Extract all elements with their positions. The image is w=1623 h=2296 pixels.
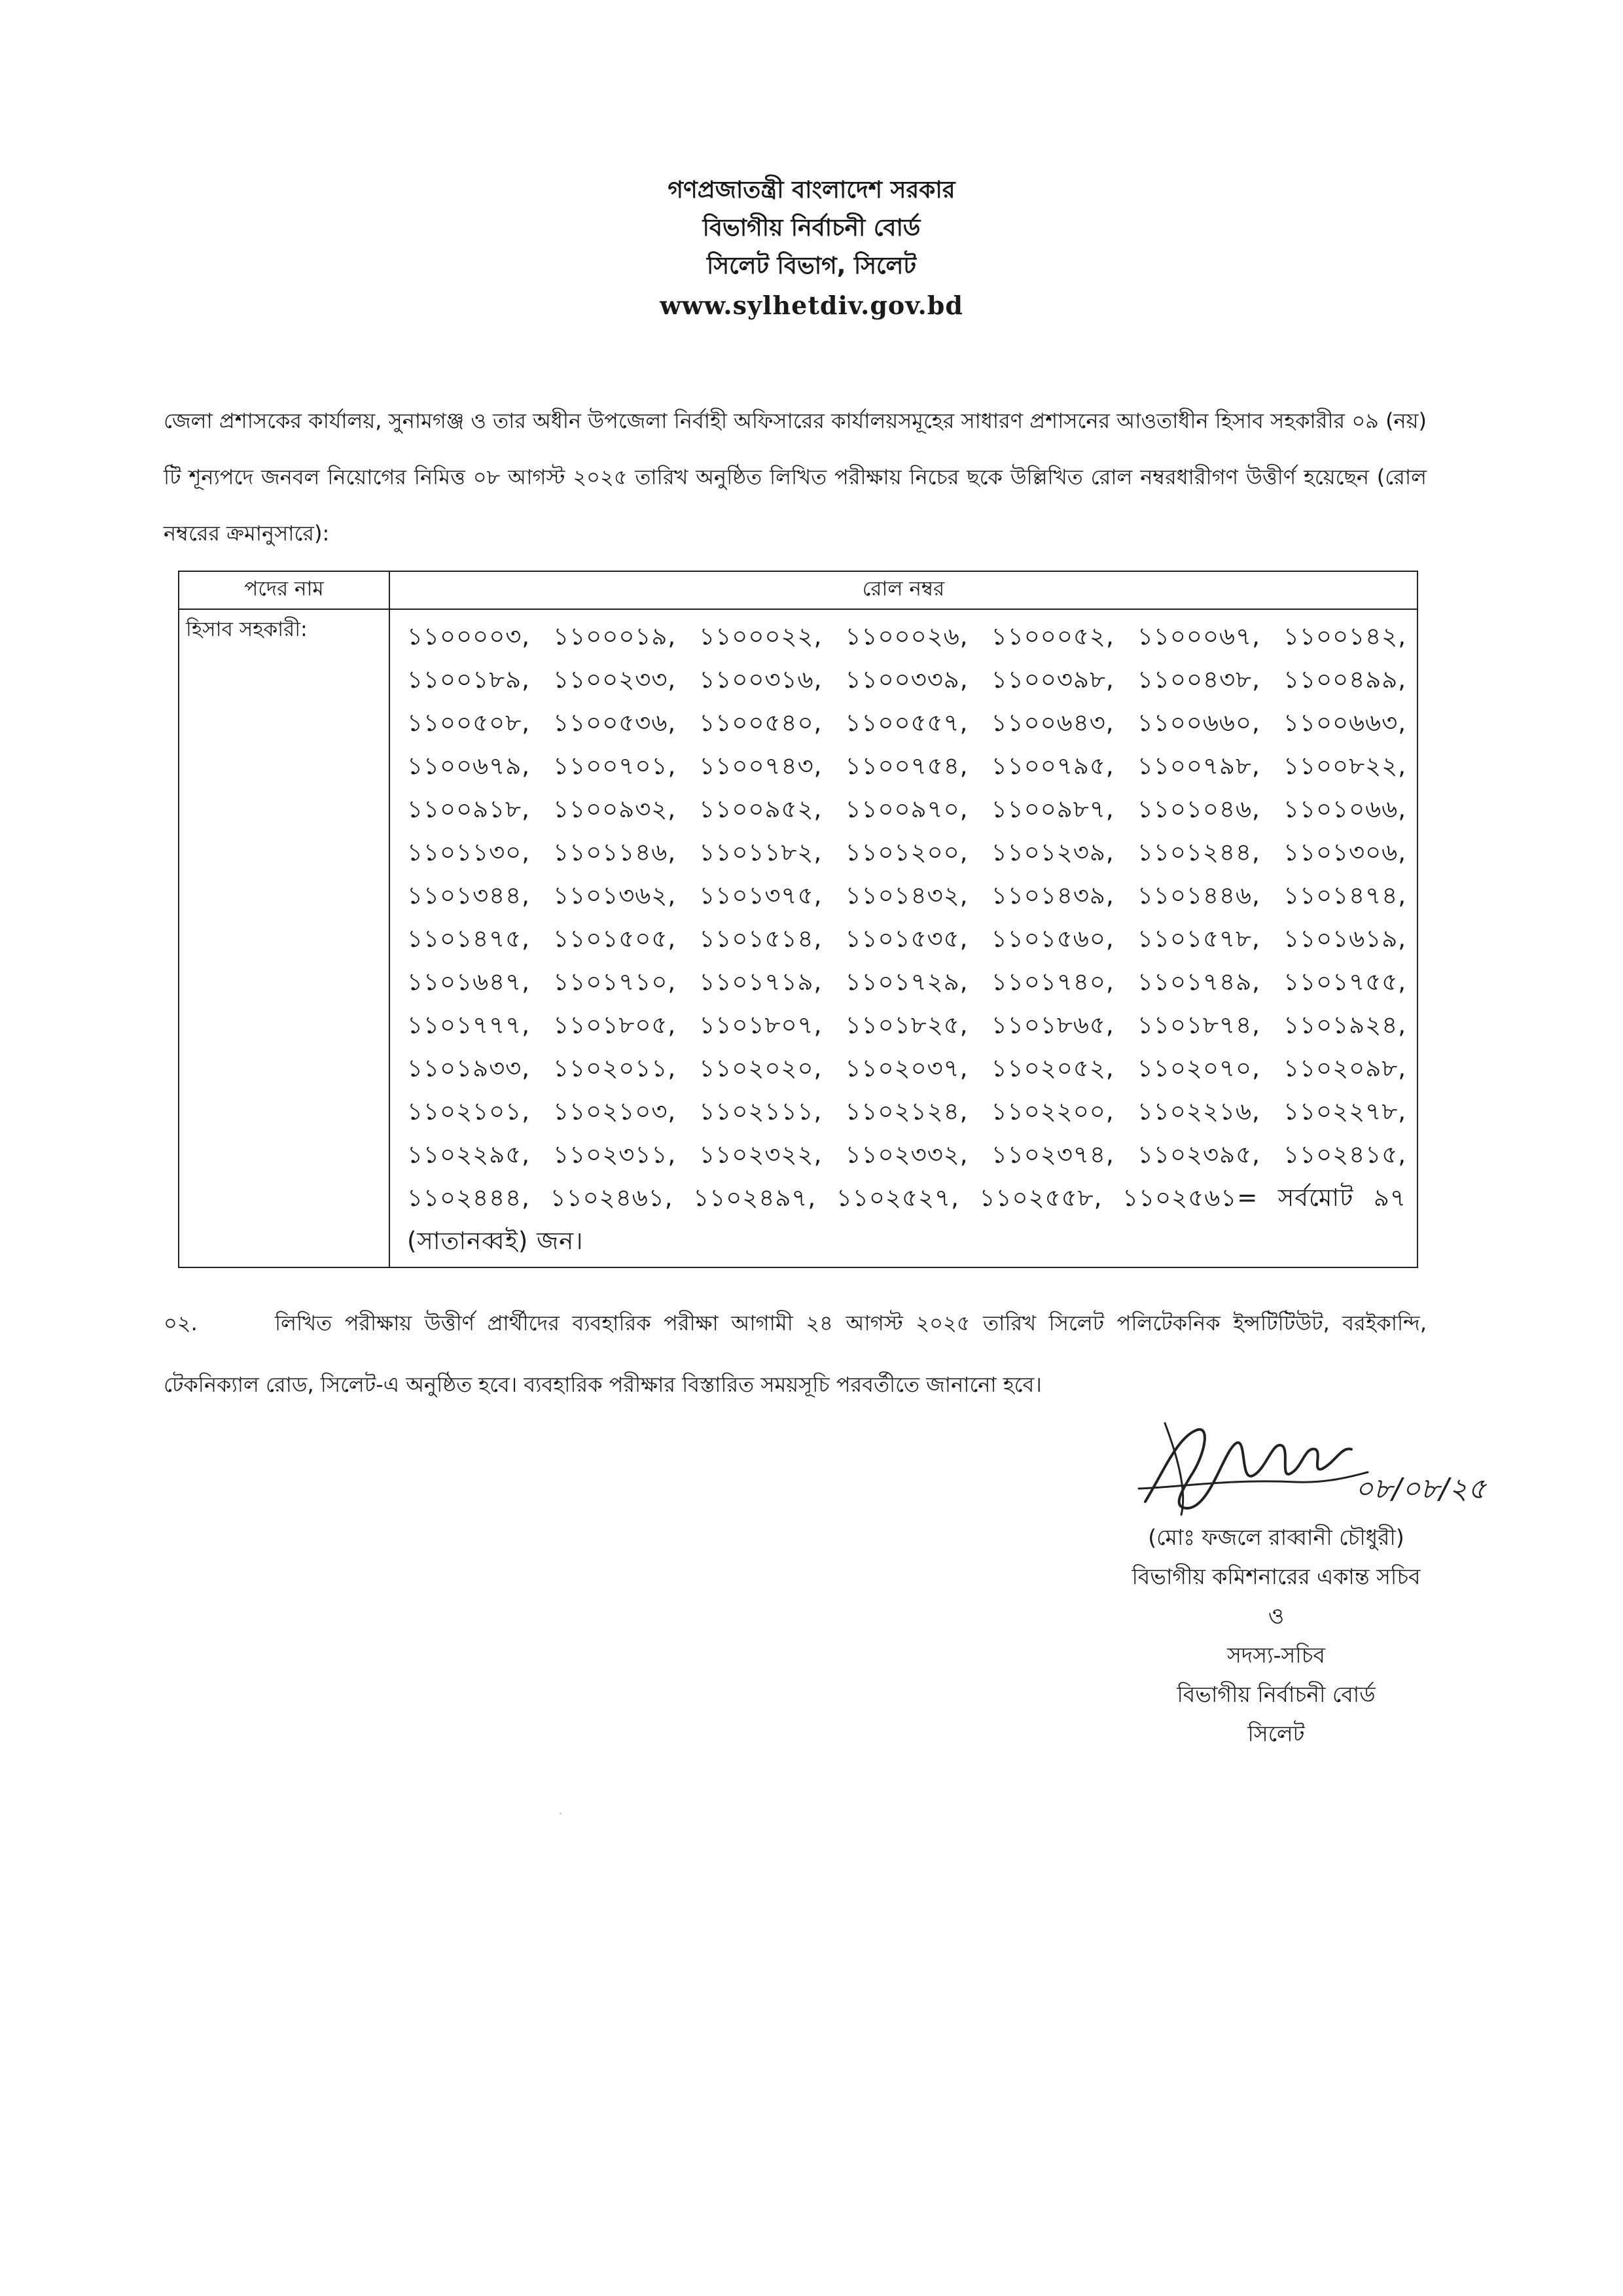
paragraph-number: ০২. <box>164 1311 198 1335</box>
post-name-cell: হিসাব সহকারী: <box>179 609 389 1267</box>
division-name: সিলেট বিভাগ, সিলেট <box>707 253 916 279</box>
handwritten-signature <box>1126 1410 1487 1521</box>
page-speck <box>560 1812 562 1814</box>
signatory-and: ও <box>1268 1603 1285 1629</box>
signatory-role: সদস্য-সচিব <box>1227 1642 1325 1668</box>
roll-numbers-cell: ১১০০০০৩, ১১০০০১৯, ১১০০০২২, ১১০০০২৬, ১১০০০৫২, ১১০০০৬৭, ১১০০১৪২, ১১০০১৮৯, ১১০০২৩৩, ১১০০৩১৬, ১১০০৩৩৯, ১১০০৩৯৮, ১১০০৪৩৮, ১১০০৪৯৯, ১১০০৫০৮, ১১০০৫৩৬, ১১০০৫৪০, ১১০০৫৫৭, ১১০০৬৪৩, ১১০০৬৬০, ১১০০৬৬৩, ১১০০৬৭৯, ১১০০৭০১, ১১০০৭৪৩, ১১০০৭৫৪, ১১০০৭৯৫, ১১০০৭৯৮, ১১০০৮২২, ১১০০৯১৮, ১১০০৯৩২, ১১০০৯৫২, ১১০০৯৭০, ১১০০৯৮৭, ১১০১০৪৬, ১১০১০৬৬, ১১০১১৩০, ১১০১১৪৬, ১১০১১৮২, ১১০১২০০, ১১০১২৩৯, ১১০১২৪৪, ১১০১৩০৬, ১১০১৩৪৪, ১১০১৩৬২, ১১০১৩৭৫, ১১০১৪৩২, ১১০১৪৩৯, ১১০১৪৪৬, ১১০১৪৭৪, ১১০১৪৭৫, ১১০১৫০৫, ১১০১৫১৪, ১১০১৫৩৫, ১১০১৫৬০, ১১০১৫৭৮, ১১০১৬১৯, ১১০১৬৪৭, ১১০১৭১০, ১১০১৭১৯, ১১০১৭২৯, ১১০১৭৪০, ১১০১৭৪৯, ১১০১৭৫৫, ১১০১৭৭৭, ১১০১৮০৫, ১১০১৮০৭, ১১০১৮২৫, ১১০১৮৬৫, ১১০১৮৭৪, ১১০১৯২৪, ১১০১৯৩৩, ১১০২০১১, ১১০২০২০, ১১০২০৩৭, ১১০২০৫২, ১১০২০৭০, ১১০২০৯৮, ১১০২১০১, ১১০২১০৩, ১১০২১১১, ১১০২১২৪, ১১০২২০০, ১১০২২১৬, ১১০২২৭৮, ১১০২২৯৫, ১১০২৩১১, ১১০২৩২২, ১১০২৩৩২, ১১০২৩৭৪, ১১০২৩৯৫, ১১০২৪১৫, ১১০২৪৪৪, ১১০২৪৬১, ১১০২৪৯৭, ১১০২৫২৭, ১১০২৫৫৮, ১১০২৫৬১= সর্বমোট ৯৭ (সাতানব্বই) জন। <box>389 609 1418 1267</box>
signatory-block <box>1034 1518 1518 1754</box>
table-row <box>179 609 1418 1267</box>
results-table <box>178 571 1418 1268</box>
government-name: গণপ্রজাতন্ত্রী বাংলাদেশ সরকার <box>668 177 955 203</box>
intro-paragraph: জেলা প্রশাসকের কার্যালয়, সুনামগঞ্জ ও তার অধীন উপজেলা নির্বাহী অফিসারের কার্যালয়সমূহের সাধারণ প্রশাসনের আওতাধীন হিসাব সহকারীর ০৯ (নয়) টি শূন্যপদে জনবল নিয়োগের নিমিত্ত ০৮ আগস্ট ২০২৫ তারিখ অনুষ্ঠিত লিখিত পরীক্ষায় নিচের ছকে উল্লিখিত রোল নম্বরধারীগণ উত্তীর্ণ হয়েছেন (রোল নম্বরের ক্রমানুসারে): <box>164 408 1427 546</box>
roll-number-header: রোল নম্বর <box>389 571 1418 609</box>
letterhead <box>0 171 1623 326</box>
signatory-board: বিভাগীয় নির্বাচনী বোর্ড <box>1177 1682 1376 1707</box>
practical-exam-paragraph <box>164 1292 1427 1415</box>
website-url: www.sylhetdiv.gov.bd <box>660 291 963 320</box>
board-name: বিভাগীয় নির্বাচনী বোর্ড <box>702 215 921 241</box>
post-name-header: পদের নাম <box>179 571 389 609</box>
signature-date: ০৮/০৮/২৫ <box>1355 1472 1487 1506</box>
signatory-title: বিভাগীয় কমিশনারের একান্ত সচিব <box>1132 1564 1421 1589</box>
paragraph-text: লিখিত পরীক্ষায় উত্তীর্ণ প্রার্থীদের ব্যবহারিক পরীক্ষা আগামী ২৪ আগস্ট ২০২৫ তারিখ সিলেট পলিটেকনিক ইন্সটিটিউট, বরইকান্দি, টেকনিক্যাল রোড, সিলেট-এ অনুষ্ঠিত হবে। ব্যবহারিক পরীক্ষার বিস্তারিত সময়সূচি পরবর্তীতে জানানো হবে। <box>164 1311 1427 1397</box>
signatory-name: (মোঃ ফজলে রাব্বানী চৌধুরী) <box>1148 1525 1404 1550</box>
signatory-place: সিলেট <box>1247 1721 1305 1746</box>
table-header-row <box>179 571 1418 609</box>
